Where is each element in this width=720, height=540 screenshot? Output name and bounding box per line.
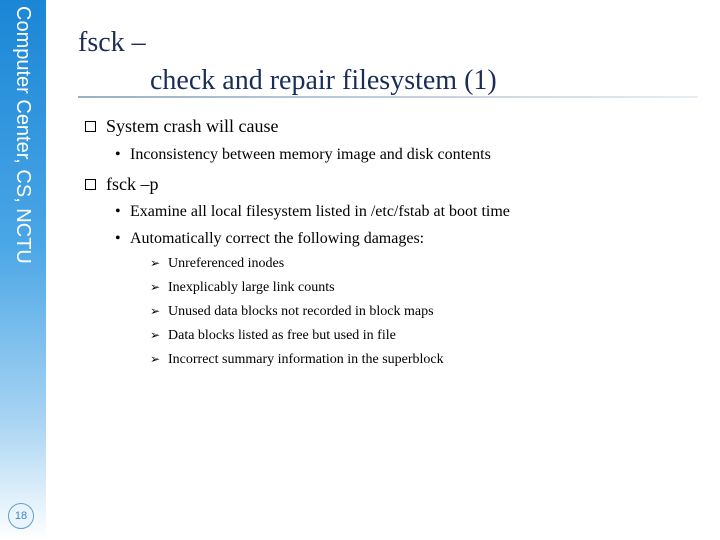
- dot-bullet-icon: •: [115, 230, 121, 247]
- sub-sub-bullet-text: Unreferenced inodes: [168, 256, 285, 271]
- sidebar-title-text: Computer Center, CS, NCTU: [12, 6, 34, 264]
- square-bullet-icon: [85, 121, 96, 132]
- sub-sub-bullet-item: [150, 304, 434, 320]
- slide-title-line2: check and repair filesystem (1): [150, 65, 497, 96]
- sub-bullet-text: Inconsistency between memory image and disk contents: [130, 146, 491, 163]
- bullet-item: [85, 174, 159, 195]
- sub-bullet-text: Automatically correct the following damages:: [130, 230, 425, 247]
- sub-sub-bullet-text: Inexplicably large link counts: [168, 280, 335, 295]
- sub-sub-bullet-text: Incorrect summary information in the superblock: [168, 352, 444, 367]
- slide-title-line1: fsck –: [78, 27, 146, 58]
- sidebar-title: [6, 6, 40, 306]
- arrow-bullet-icon: ➢: [150, 280, 161, 294]
- dot-bullet-icon: •: [115, 203, 121, 220]
- arrow-bullet-icon: ➢: [150, 328, 161, 342]
- bullet-text: System crash will cause: [106, 116, 279, 136]
- title-divider: [78, 96, 698, 98]
- sidebar: [0, 0, 46, 540]
- page-number-badge: 18: [8, 503, 34, 529]
- sub-bullet-item: [115, 230, 424, 248]
- sub-sub-bullet-text: Unused data blocks not recorded in block maps: [168, 304, 434, 319]
- square-bullet-icon: [85, 179, 96, 190]
- arrow-bullet-icon: ➢: [150, 352, 161, 366]
- arrow-bullet-icon: ➢: [150, 256, 161, 270]
- sub-bullet-item: [115, 203, 510, 221]
- dot-bullet-icon: •: [115, 146, 121, 163]
- bullet-item: [85, 116, 278, 137]
- sub-bullet-item: [115, 146, 491, 164]
- sub-sub-bullet-item: [150, 352, 444, 368]
- bullet-text: fsck –p: [106, 174, 159, 194]
- sub-sub-bullet-item: [150, 256, 284, 272]
- sub-sub-bullet-text: Data blocks listed as free but used in file: [168, 328, 396, 343]
- sub-bullet-text: Examine all local filesystem listed in /etc/fstab at boot time: [130, 203, 510, 220]
- sub-sub-bullet-item: [150, 280, 335, 296]
- slide-title: [78, 24, 698, 100]
- sub-sub-bullet-item: [150, 328, 396, 344]
- arrow-bullet-icon: ➢: [150, 304, 161, 318]
